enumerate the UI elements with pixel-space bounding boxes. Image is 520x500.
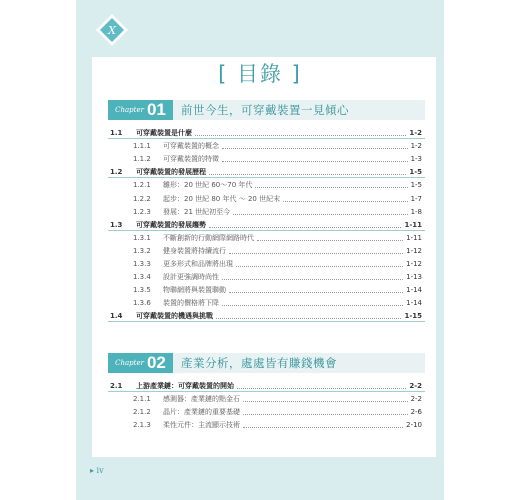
leader-dots [283,200,407,202]
leader-dots [243,413,408,415]
entry-number: 1.1.2 [133,155,151,164]
leader-dots [243,400,408,402]
entry-title: 上游產業鏈：可穿戴裝置的開始 [136,382,234,390]
section-underline [108,230,425,231]
entry-page: 2-6 [410,408,422,417]
toc-subsection-entry[interactable] [110,179,422,191]
chapter-tag [108,353,173,373]
leader-dots [209,173,406,175]
toc-subsection-entry[interactable] [110,245,422,257]
leader-dots [216,317,401,319]
entry-number: 1.4 [110,312,123,321]
toc-subsection-entry[interactable] [110,271,422,283]
entry-number: 1.3.5 [133,286,151,295]
entry-title: 不斷創新的行動網際網路時代 [163,233,254,242]
entry-title: 可穿戴裝置的機遇與挑戰 [136,312,213,321]
entry-number: 1.2.3 [133,207,151,216]
leader-dots [222,160,408,162]
toc-subsection-entry[interactable] [110,258,422,270]
entry-page: 2-2 [409,382,422,390]
chapter-header [108,100,425,120]
chapter-word: Chapter [115,106,144,114]
header-band [76,0,444,57]
chapter-title[interactable]: 前世今生，可穿戴裝置一見傾心 [181,103,349,117]
right-margin-band [436,57,444,457]
leader-dots [237,387,406,389]
page-title: [ 目錄 ] [218,62,302,86]
entry-page: 2-10 [406,421,422,430]
leader-dots [233,213,407,215]
toc-subsection-entry[interactable] [110,393,422,405]
toc-subsection-entry[interactable] [110,140,422,152]
toc-subsection-entry[interactable] [110,284,422,296]
leader-dots [222,304,403,306]
entry-title: 裝置的價格將下降 [163,299,219,308]
entry-page: 1-14 [406,286,422,295]
entry-page: 1-8 [410,207,422,216]
entry-number: 1.3.2 [133,246,151,255]
leader-dots [243,426,403,428]
entry-number: 2.1.2 [133,408,151,417]
leader-dots [236,265,403,267]
entry-page: 1-5 [410,181,422,190]
leader-dots [257,239,403,241]
entry-title: 設計更強調時尚性 [163,273,219,282]
section-underline [108,177,425,178]
entry-number: 1.1 [110,129,123,137]
leader-dots [229,252,403,254]
leader-dots [222,147,408,149]
chapter-header [108,353,425,373]
entry-title: 感測器：產業鏈的點金石 [163,395,240,404]
toc-subsection-entry[interactable] [110,153,422,165]
entry-number: 1.3.4 [133,273,151,282]
entry-title: 可穿戴裝置是什麼 [136,129,192,137]
entry-number: 1.2.2 [133,194,151,203]
entry-title: 發展：21 世紀初至今 [163,207,231,216]
entry-page: 2-2 [410,395,422,404]
chapter-number: 01 [146,100,166,119]
entry-page: 1-11 [406,233,422,242]
book-page [76,0,444,500]
entry-title: 更多形式和品牌將出現 [163,260,233,268]
entry-page: 1-3 [410,155,422,164]
chapter-title[interactable]: 產業分析，處處皆有賺錢機會 [181,356,337,370]
entry-title: 可穿戴裝置的概念 [163,142,219,151]
entry-number: 2.1.3 [133,421,151,430]
entry-number: 1.3.3 [133,260,151,268]
entry-page: 1-12 [406,260,422,268]
book-logo-icon [94,12,130,48]
leader-dots [222,278,403,280]
entry-title: 健身裝置將持續流行 [163,246,226,255]
leader-dots [195,134,406,136]
leader-dots [229,291,403,293]
svg-text:X: X [108,24,116,37]
entry-title: 雛形：20 世紀 60～70 年代 [163,181,253,190]
toc-subsection-entry[interactable] [110,193,422,205]
entry-title: 起步：20 世紀 80 年代 ～ 20 世紀末 [163,194,281,203]
chapter-number: 02 [146,353,166,372]
section-underline [108,391,425,392]
chapter-word: Chapter [115,359,144,367]
entry-number: 1.2.1 [133,181,151,190]
section-underline [108,138,425,139]
entry-title: 可穿戴裝置的發展趨勢 [136,220,206,229]
entry-title: 晶片：產業鏈的重要基礎 [163,408,240,417]
entry-number: 2.1.1 [133,395,151,404]
footer-band [76,457,444,500]
entry-page: 1-15 [404,312,422,321]
entry-title: 可穿戴裝置的特徵 [163,155,219,164]
entry-page: 1-7 [410,194,422,203]
page-number: ▸ iv [90,466,104,475]
chapter-tag [108,100,173,120]
toc-subsection-entry[interactable] [110,419,422,431]
entry-title: 柔性元件：主流顯示技術 [163,421,240,430]
entry-number: 1.3.6 [133,299,151,308]
left-margin-band [76,57,92,457]
entry-page: 1-12 [406,246,422,255]
entry-number: 1.2 [110,168,123,177]
entry-page: 1-14 [406,299,422,308]
entry-page: 1-13 [406,273,422,282]
entry-page: 1-11 [404,220,422,229]
toc-subsection-entry[interactable] [110,232,422,244]
entry-title: 可穿戴裝置的發展歷程 [136,168,206,177]
entry-number: 1.3.1 [133,233,151,242]
toc-subsection-entry[interactable] [110,297,422,309]
entry-title: 物聯網將與裝置聯動 [163,286,226,295]
section-underline [108,321,425,322]
toc-subsection-entry[interactable] [110,206,422,218]
entry-number: 1.3 [110,220,123,229]
entry-page: 1-5 [409,168,422,177]
leader-dots [255,186,407,188]
toc-subsection-entry[interactable] [110,406,422,418]
leader-dots [209,226,401,228]
entry-number: 1.1.1 [133,142,151,151]
entry-page: 1-2 [410,142,422,151]
entry-page: 1-2 [409,129,422,137]
entry-number: 2.1 [110,382,123,390]
